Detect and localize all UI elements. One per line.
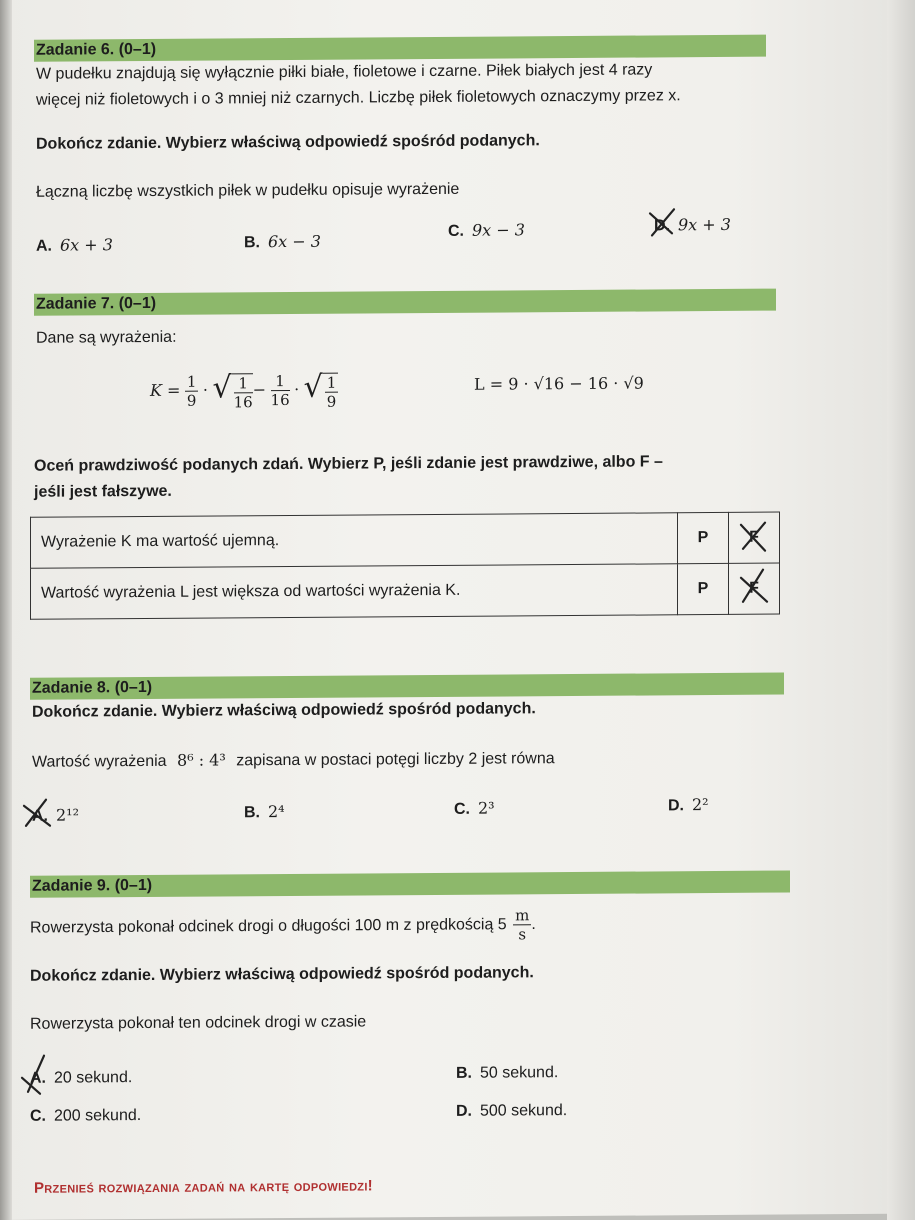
task-8-option-b[interactable] bbox=[244, 802, 285, 822]
k-fraction-1 bbox=[185, 373, 199, 410]
task-9-text: Rowerzysta pokonał odcinek drogi o długości 100 m z prędkością 5 bbox=[30, 916, 507, 937]
answer-f-cell[interactable] bbox=[729, 563, 780, 614]
sentence-end: . bbox=[531, 915, 536, 934]
task-7-header bbox=[34, 289, 776, 316]
prompt-expression: 8⁶ : 4³ bbox=[177, 750, 226, 770]
task-9-option-c[interactable] bbox=[30, 1107, 141, 1126]
prompt-text: Wartość wyrażenia bbox=[32, 752, 167, 771]
expression-k bbox=[150, 370, 338, 413]
task-7-title: Zadanie 7. (0–1) bbox=[36, 294, 157, 313]
numerator: 1 bbox=[271, 372, 290, 391]
option-label: B. bbox=[456, 1064, 472, 1082]
statement-cell: Wartość wyrażenia L jest większa od wartości wyrażenia K. bbox=[31, 564, 678, 620]
option-label: D. bbox=[456, 1102, 472, 1120]
k-lhs: K = bbox=[150, 380, 181, 400]
task-7-instruction-line2: jeśli jest fałszywe. bbox=[34, 482, 172, 501]
numerator: 1 bbox=[326, 373, 337, 392]
k-fraction-2 bbox=[271, 372, 290, 409]
radical-sign-icon: √ bbox=[212, 370, 232, 406]
option-value: 500 sekund. bbox=[480, 1102, 568, 1120]
option-label: C. bbox=[454, 800, 470, 818]
numerator: 1 bbox=[234, 375, 253, 394]
option-value: 200 sekund. bbox=[54, 1107, 142, 1125]
task-7-instruction-line1: Oceń prawdziwość podanych zdań. Wybierz P, jeśli zdanie jest prawdziwe, albo F – bbox=[34, 453, 663, 475]
option-label: D. bbox=[668, 797, 684, 815]
answer-p-cell[interactable]: P bbox=[678, 563, 729, 614]
task-6-text-line1: W pudełku znajdują się wyłącznie piłki białe, fioletowe i czarne. Piłek białych jest 4 razy bbox=[36, 61, 653, 83]
option-label: C. bbox=[30, 1107, 46, 1125]
task-9-prompt: Rowerzysta pokonał ten odcinek drogi w czasie bbox=[30, 1013, 367, 1033]
denominator: 9 bbox=[186, 391, 197, 410]
radical-sign-icon: √ bbox=[303, 369, 323, 405]
task-9-option-b[interactable] bbox=[456, 1064, 558, 1083]
true-false-table bbox=[30, 512, 780, 620]
numerator: m bbox=[515, 906, 530, 925]
page-fold-shadow bbox=[0, 0, 12, 1220]
answer-f-label: F bbox=[749, 579, 759, 597]
velocity-unit bbox=[513, 906, 531, 943]
task-9-title: Zadanie 9. (0–1) bbox=[32, 876, 153, 895]
minus-operator: − bbox=[252, 380, 267, 400]
k-sqrt-1 bbox=[212, 370, 252, 412]
option-label: B. bbox=[244, 804, 260, 822]
option-value: 50 sekund. bbox=[480, 1064, 559, 1082]
option-value: 2¹² bbox=[56, 805, 80, 825]
handwritten-cross-icon bbox=[18, 1052, 58, 1098]
option-value: 9x + 3 bbox=[678, 214, 731, 235]
option-label: D. bbox=[654, 217, 670, 235]
denominator: s bbox=[518, 925, 527, 944]
task-8-option-d[interactable] bbox=[668, 795, 709, 815]
handwritten-cross-icon bbox=[735, 519, 771, 555]
task-6-prompt: Łączną liczbę wszystkich piłek w pudełku opisuje wyrażenie bbox=[36, 180, 460, 201]
prompt-text: zapisana w postaci potęgi liczby 2 jest równa bbox=[236, 750, 555, 770]
dot-operator: · bbox=[202, 380, 208, 400]
handwritten-cross-icon bbox=[644, 205, 678, 239]
denominator: 9 bbox=[326, 392, 337, 411]
k-radicand-1 bbox=[234, 375, 253, 412]
option-value: 2⁴ bbox=[268, 802, 285, 822]
task-9-option-d[interactable] bbox=[456, 1102, 567, 1121]
task-9-header bbox=[30, 870, 790, 897]
dot-operator: · bbox=[294, 379, 300, 399]
handwritten-cross-icon bbox=[735, 568, 771, 608]
task-8-header bbox=[30, 673, 784, 700]
task-9-text-line1 bbox=[30, 906, 536, 947]
statement-cell: Wyrażenie K ma wartość ujemną. bbox=[31, 513, 678, 569]
option-value: 20 sekund. bbox=[54, 1069, 133, 1087]
answer-p-cell[interactable]: P bbox=[678, 512, 729, 563]
option-value: 9x − 3 bbox=[472, 220, 525, 240]
task-6-option-b[interactable] bbox=[244, 232, 321, 253]
task-6-text-line2: więcej niż fioletowych i o 3 mniej niż czarnych. Liczbę piłek fioletowych oznaczymy przez x. bbox=[36, 87, 681, 109]
handwritten-cross-icon bbox=[20, 796, 60, 832]
task-8-instruction: Dokończ zdanie. Wybierz właściwą odpowiedź spośród podanych. bbox=[32, 700, 536, 721]
option-value: 6x + 3 bbox=[60, 235, 113, 255]
page-right-edge bbox=[887, 0, 915, 1220]
task-6-header bbox=[34, 35, 766, 62]
denominator: 16 bbox=[233, 393, 253, 412]
task-8-title: Zadanie 8. (0–1) bbox=[32, 678, 153, 697]
task-8-option-c[interactable] bbox=[454, 799, 495, 819]
option-label: A. bbox=[30, 1069, 46, 1087]
option-value: 2³ bbox=[478, 798, 495, 818]
answer-f-cell[interactable] bbox=[729, 512, 780, 563]
answer-f-label: F bbox=[749, 528, 759, 546]
transfer-answers-notice: Przenieś rozwiązania zadań na kartę odpowiedzi! bbox=[34, 1177, 373, 1197]
task-6-title: Zadanie 6. (0–1) bbox=[36, 40, 157, 59]
task-8-prompt bbox=[32, 748, 555, 772]
k-sqrt-2 bbox=[304, 370, 339, 412]
table-row bbox=[31, 563, 780, 619]
task-6-option-c[interactable] bbox=[448, 220, 525, 241]
k-radicand-2 bbox=[325, 374, 339, 411]
option-label: C. bbox=[448, 222, 464, 240]
table-row bbox=[31, 512, 780, 568]
task-7-intro: Dane są wyrażenia: bbox=[36, 328, 177, 347]
denominator: 16 bbox=[270, 391, 290, 410]
task-6-option-a[interactable] bbox=[36, 235, 113, 256]
task-9-instruction: Dokończ zdanie. Wybierz właściwą odpowiedź spośród podanych. bbox=[30, 964, 534, 985]
numerator: 1 bbox=[186, 372, 197, 391]
option-value: 6x − 3 bbox=[268, 231, 321, 252]
expression-l: L = 9 · √16 − 16 · √9 bbox=[474, 373, 644, 394]
option-label: A. bbox=[36, 237, 52, 255]
option-label: A. bbox=[32, 807, 48, 825]
task-6-instruction: Dokończ zdanie. Wybierz właściwą odpowiedź spośród podanych. bbox=[36, 132, 540, 153]
option-label: B. bbox=[244, 234, 260, 252]
option-value: 2² bbox=[692, 795, 709, 815]
